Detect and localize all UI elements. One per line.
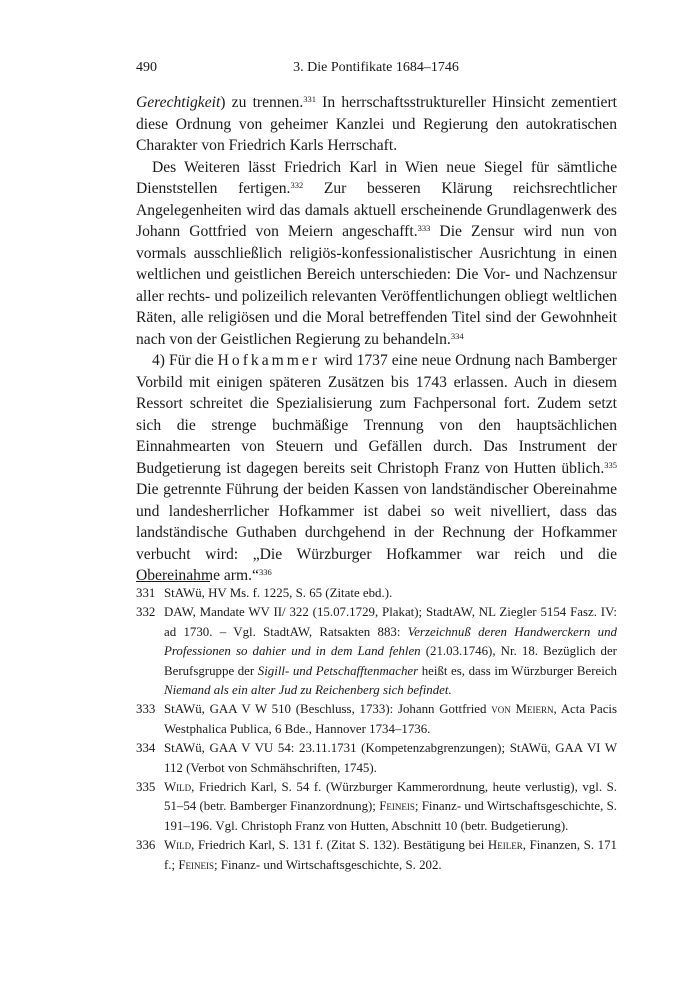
footnote-number: 336 [136, 838, 156, 853]
text-span: , Finanzen, S. 171 f.; [164, 838, 617, 872]
text-span: In herrschaftsstruktureller Hinsicht zementiert diese Ordnung von geheimer Kanzlei und Regierung den autokratischen Charakter von Friedrich Karls Herrschaft. [136, 94, 617, 154]
text-span: Die getrennte Führung der beiden Kassen von landständischer Obereinahme und landesherrlicher Hofkammer ist dabei so weit nivelliert, dass das landständische Guthaben durchgehend in der Rechnung der Hofkammer verbucht wird: „Die Würzburger Hofkammer war reich und die Obereinahme arm.“ [136, 481, 617, 584]
footnote-number: 335 [136, 780, 156, 795]
italic-term: Gerechtigkeit [136, 94, 221, 111]
footnote-ref[interactable]: 335 [604, 459, 617, 470]
footnote-ref[interactable]: 334 [450, 330, 464, 341]
author-name: Feineis [379, 799, 415, 814]
text-span: StAWü, GAA V VU 54: 23.11.1731 (Kompetenzabgrenzungen); StAWü, GAA VI W 112 (Verbot von Schmähschriften, 1745). [164, 741, 617, 775]
italic-quote: Niemand als ein alter Jud zu Reichenberg sich befindet. [164, 683, 452, 698]
text-span: , Acta Pacis Westphalica Publica, 6 Bde., Hannover 1734–1736. [164, 702, 618, 736]
italic-term: Sigill- und Petschafftenmacher [257, 663, 419, 678]
author-name: Feineis [178, 857, 214, 872]
footnote [136, 836, 617, 875]
footnote [136, 603, 617, 700]
author-name: von Meiern [491, 702, 554, 717]
page-number: 490 [136, 60, 157, 75]
footnote-text [164, 778, 617, 836]
text-span: ; Finanz- und Wirtschaftsgeschichte, S. 202. [214, 857, 442, 872]
footnote-text [164, 584, 617, 603]
text-span: StAWü, HV Ms. f. 1225, S. 65 (Zitate ebd.). [164, 586, 393, 600]
author-name: Heiler [487, 838, 523, 853]
footnotes [136, 584, 617, 875]
footnote-text [164, 603, 617, 700]
footnote [136, 700, 617, 739]
footnote-text [164, 836, 617, 875]
footnote-divider [136, 581, 210, 582]
text-span: Zur besseren Klärung reichsrechtlicher Angelegenheiten wird das damals aktuell erscheinende Grundlagenwerk des Johann Gottfried von Meiern angeschafft. [136, 180, 617, 240]
footnote-number: 333 [136, 702, 156, 717]
text-span: DAW, Mandate WV II/ 322 (15.07.1729, Plakat); StadtAW, NL Ziegler 5154 Fasz. IV: ad 1730. – Vgl. StadtAW, Ratsakten 883: [164, 605, 617, 639]
footnote [136, 778, 617, 836]
text-span: heißt es, dass im Würzburger Bereich [418, 663, 617, 678]
footnote-ref[interactable]: 336 [258, 567, 272, 577]
paragraph [136, 350, 617, 587]
author-name: Wild [164, 838, 192, 853]
footnote [136, 584, 617, 603]
text-span: ; Finanz- und Wirtschaftsgeschichte, S. 191–196. Vgl. Christoph Franz von Hutten, Abschnitt 10 (betr. Budgetierung). [164, 799, 617, 833]
text-span: (21.03.1746), Nr. 18. Bezüglich der Berufsgruppe der [164, 644, 617, 678]
page-header [136, 60, 616, 80]
text-span: ) zu trennen. [220, 94, 304, 111]
text-span: , Friedrich Karl, S. 131 f. (Zitat S. 132). Bestätigung bei [191, 838, 488, 853]
footnote-ref[interactable]: 333 [417, 223, 431, 233]
author-name: Wild [164, 780, 192, 795]
running-title: 3. Die Pontifikate 1684–1746 [293, 60, 459, 75]
paragraph [136, 92, 617, 157]
text-span: 4) Für die [152, 352, 218, 369]
paragraph [136, 157, 617, 351]
text-span: StAWü, GAA V W 510 (Beschluss, 1733): Johann Gottfried [164, 702, 492, 717]
footnote-number: 334 [136, 741, 156, 756]
main-text [136, 92, 617, 587]
text-span: Des Weiteren lässt Friedrich Karl in Wien neue Siegel für sämtliche Dienststellen fertigen. [136, 158, 617, 197]
footnote-ref[interactable]: 331 [303, 94, 316, 104]
footnote-ref[interactable]: 332 [290, 180, 304, 190]
footnote-text [164, 739, 617, 778]
text-span: , Friedrich Karl, S. 54 f. (Würzburger Kammerordnung, heute verlustig), vgl. S. 51–54 (betr. Bamberger Finanzordnung); [164, 780, 617, 814]
footnote-number: 331 [136, 586, 156, 600]
footnote [136, 739, 617, 778]
italic-title: Verzeichnuß deren Handwerckern und Professionen so dahier und in dem Land fehlen [164, 624, 617, 659]
text-span: wird 1737 eine neue Ordnung nach Bamberger Vorbild mit einigen späteren Zusätzen bis 1743 erlassen. Auch in diesem Ressort schreitet die Spezialisierung zum Fachpersonal fort. Zudem setzt sich die strenge buchmäßige Trennung von den hauptsächlichen Einnahmearten von Steuern und Gefällen durch. Das Instrument der Budgetierung ist dagegen bereits seit Christoph Franz von Hutten üblich. [136, 352, 617, 477]
footnote-number: 332 [136, 605, 156, 620]
spaced-term: Hofkammer [217, 352, 321, 369]
footnote-text [164, 700, 617, 739]
text-span: Die Zensur wird nun von vormals ausschließlich religiös-konfessionalistischer Ausrichtung in einen weltlichen und geistlichen Bereich unterschieden: Die Vor- und Nachzensur aller rechts- und polizeilich relevanten Veröffentlichungen obliegt weltlichen Räten, alle religiösen und die Moral betreffenden Titel sind der Gewohnheit nach von der Geistlichen Regierung zu behandeln. [136, 223, 617, 348]
